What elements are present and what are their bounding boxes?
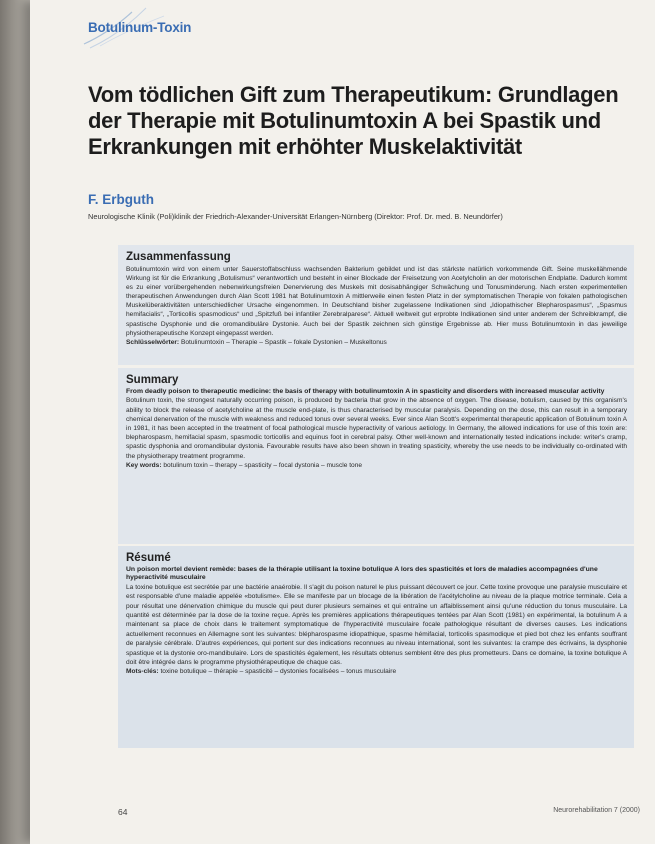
journal-reference: Neurorehabilitation 7 (2000) [553, 807, 640, 814]
resume-keywords-label: Mots-clés: [126, 668, 159, 676]
article-author: F. Erbguth [88, 192, 154, 207]
summary-heading: Summary [126, 374, 179, 386]
resume-subtitle: Un poison mortel devient remède: bases de la thérapie utilisant la toxine botulique A lors des spasticités et lors de maladies accompagnées d'une hyperactivité musculaire [126, 566, 598, 582]
resume-keywords-line [126, 667, 627, 676]
summary-subtitle: From deadly poison to therapeutic medicine: the basis of therapy with botulinumtoxin A in spasticity and disorders with increased muscular activity [126, 388, 605, 395]
article-title: Vom tödlichen Gift zum Therapeutikum: Grundlagen der Therapie mit Botulinumtoxin A bei Spastik und Erkrankungen mit erhöhter Muskelaktivität [88, 82, 619, 159]
author-affiliation: Neurologische Klinik (Poli)klinik der Friedrich-Alexander-Universität Erlangen-Nürnberg (Direktor: Prof. Dr. med. B. Neundörfer) [88, 212, 503, 221]
zusammenfassung-heading: Zusammenfassung [126, 251, 231, 263]
summary-keywords: botulinum toxin – therapy – spasticity – focal dystonia – muscle tone [163, 461, 363, 469]
summary-body: Botulinum toxin, the strongest naturally occurring poison, is produced by bacteria that grow in the absence of oxygen. The disease, botulism, caused by this organism's ability to block the release of acetylcholine at the muscle end-plate, is thus characterised by muscular paralysis. Depending on the dose, this can result in a temporary chemical denervation of the muscle with weakness and reduced tonus over several weeks. Ever since Alan Scott's experimental therapeutic application of Botulinum toxin A in 1981, it has been accepted in the treatment of focal pathological muscle hyperactivity of various aetiology. In Germany, the allowed indications for use of this toxin are: blepharospasm, hemifacial spasm, spasmodic torticollis and equinus foot in cerebral palsy. Other well-known and internationally tested indications include: writer's cramp, spastic dysphonia and oromandibular dystonia. Favourable results have also been shown in treating spasticity, whereby the use needs to be individually co-ordinated with the physiotherapy treatment programme. [126, 397, 627, 460]
page-footer [118, 807, 640, 819]
resume-keywords: toxine botulique – thérapie – spasticité – dystonies focalisées – tonus musculaire [160, 668, 397, 676]
page-gutter-shadow [0, 0, 30, 844]
summary-box [118, 368, 634, 544]
resume-body: La toxine botulique est secrétée par une bactérie anaérobie. Il s'agit du poison naturel le plus puissant découvert ce jour. Cette toxine provoque une paralysie musculaire et est responsable d'une maladie appelée «botulisme». Elle se manifeste par un blocage de la libération de l'acétylcholine au niveau de la plaque motrice terminale. Cela a pour résultat une dénervation chimique du muscle qui peut durer plusieurs semaines et qui entraîne un affaiblissement ainsi qu'une réduction du tonus musculaire. La quantité est déterminée par la dose de la toxine reçue. Après les premières applications thérapeutiques tentées par Alan Scott (1981) en expérimental, la botulinum A a maintenant sa place de choix dans le traitement symptomatique de l'hyperactivité musculaire focale pathologique résultant de diverses causes. Les indications actuellement reconnues en Allemagne sont les suivantes: blépharospasme idiopathique, spasme hémifacial, torticolis spasmodique et pied bot chez les enfants souffrant de paralysie cérébrale. D'autres expériences, qui portent sur des indications reconnues au niveau international, sont les suivantes: la crampe des écrivains, la dysphonie spastique et la dystonie oro-mandibulaire. Lors de spasticités également, les résultats obtenus semblent être des plus prometteurs. Dans ce domaine, la toxine botulique A doit être intégrée dans le programme physiothérapeutique de chaque cas. [126, 583, 627, 667]
zusammenfassung-body: Botulinumtoxin wird von einem unter Sauerstoffabschluss wachsenden Bakterium gebildet und ist das stärkste natürlich vorkommende Gift. Seine muskellähmende Wirkung ist für die Erkrankung „Botulismus“ verantwortlich und besteht in einer Blockade der Freisetzung von Acetylcholin an der motorischen Endplatte. Dadurch kommt es zu einer vorübergehenden nebenwirkungsfreien Denervierung des Muskels mit dosisabhängiger Schwächung und Tonusminderung. Nach ersten experimentellen therapeutischen Anwendungen durch Alan Scott 1981 hat Botulinumtoxin A mittlerweile einen festen Platz in der symptomatischen Therapie von fokalen pathologischen Muskelüberaktivitäten unterschiedlicher Ursache eingenommen. In Deutschland bisher zugelassene Indikationen sind „Idiopathischer Blepharospasmus“, „Spasmus hemifacialis“, „Torticollis spasmodicus“ und „Spitzfuß bei infantiler Zerebralparese“. Aktuell weltweit gut erprobte Indikationen sind unter anderem der Schreibkrampf, die spastische Dysphonie und die oromandibuläre Dystonie. Auch bei der Spastik zeichnen sich günstige Ergebnisse ab. Hier muss Botulinumtoxin in das jeweilige physiotherapeutische Konzept eingepasst werden. [126, 266, 627, 337]
resume-box [118, 546, 634, 748]
zusammenfassung-box [118, 245, 634, 365]
zusammenfassung-keywords-label: Schlüsselwörter: [126, 338, 180, 346]
section-tag: Botulinum-Toxin [88, 20, 192, 35]
summary-keywords-line [126, 461, 627, 470]
resume-heading: Résumé [126, 552, 171, 564]
zusammenfassung-keywords-line [126, 338, 627, 347]
zusammenfassung-keywords: Botulinumtoxin – Therapie – Spastik – fokale Dystonien – Muskeltonus [180, 338, 387, 346]
page-number: 64 [118, 807, 128, 817]
summary-keywords-label: Key words: [126, 461, 162, 469]
